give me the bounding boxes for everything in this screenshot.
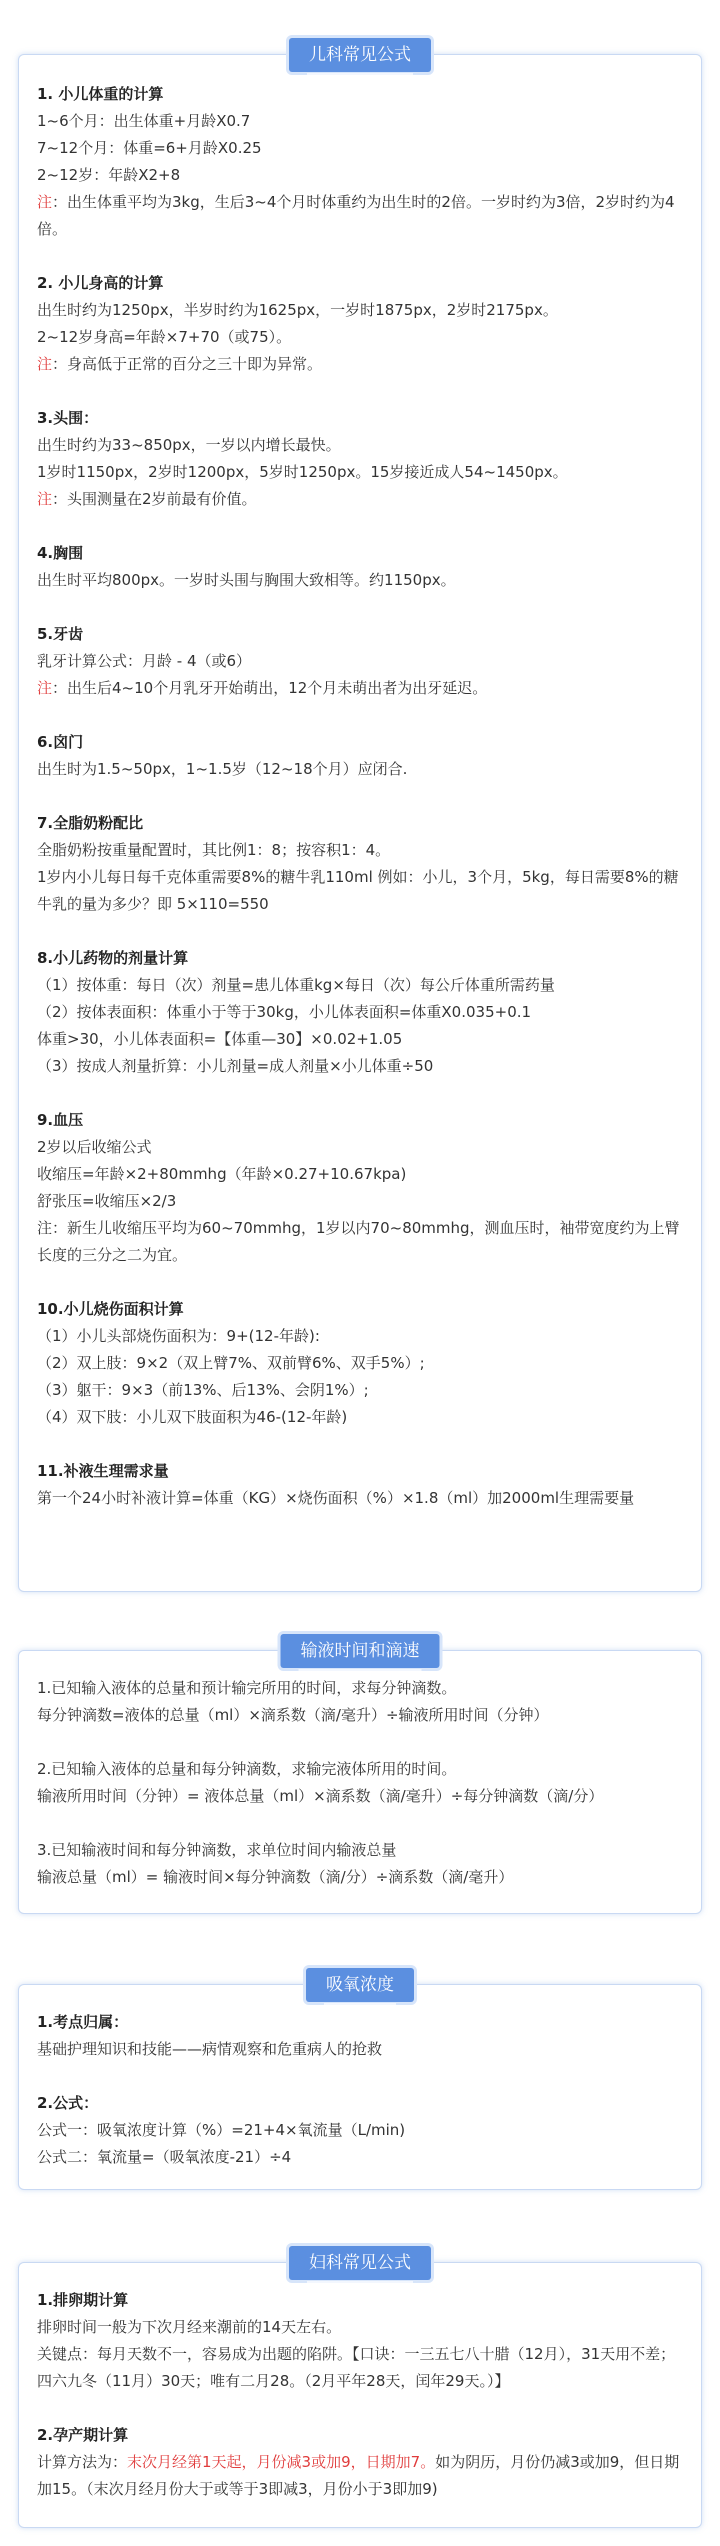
teeth-block: [37, 621, 683, 702]
drug-dose-line-3: 体重>30，小儿体表面积=【体重—30】×0.02+1.05: [37, 1030, 403, 1048]
weight-line-3: 2~12岁：年龄X2+8: [37, 166, 181, 184]
note-label: 注: [37, 355, 53, 373]
weight-block: [37, 81, 683, 243]
milk-powder-block: [37, 810, 683, 918]
due-date-line: [37, 2449, 683, 2503]
burn-area-line-3: （3）躯干：9×3（前13%、后13%、会阴1%）;: [37, 1381, 369, 1399]
infusion-question-1: 1.已知输入液体的总量和预计输完所用的时间，求每分钟滴数。: [37, 1679, 457, 1697]
note-label: 注: [37, 490, 53, 508]
drug-dose-line-2: （2）按体表面积：体重小于等于30kg，小儿体表面积=体重X0.035+0.1: [37, 1003, 532, 1021]
height-line-1: 出生时约为1250px，半岁时约为1625px，一岁时1875px，2岁时2175px。: [37, 301, 558, 319]
ovulation-heading: 1.排卵期计算: [37, 2291, 129, 2309]
blood-pressure-line-4: 注：新生儿收缩压平均为60~70mmhg，1岁以内70~80mmhg，测血压时，袖带宽度约为上臂长度的三分之二为宜。: [37, 1219, 680, 1264]
note-label: 注: [37, 193, 53, 211]
head-circ-line-2: 1岁时1150px，2岁时1200px，5岁时1250px。15岁接近成人54~1450px。: [37, 463, 568, 481]
section-title-gynecology: 妇科常见公式: [289, 2246, 431, 2280]
oxygen-line-1: 基础护理知识和技能——病情观察和危重病人的抢救: [37, 2040, 383, 2058]
oxygen-heading-2: 2.公式：: [37, 2094, 99, 2112]
note-text: ：身高低于正常的百分之三十即为异常。: [52, 355, 323, 373]
note-text: ：头围测量在2岁前最有价值。: [52, 490, 257, 508]
milk-powder-heading: 7.全脂奶粉配比: [37, 814, 144, 832]
head-circ-block: [37, 405, 683, 513]
blood-pressure-line-2: 收缩压=年龄×2+80mmhg（年龄×0.27+10.67kpa): [37, 1165, 407, 1183]
burn-area-block: [37, 1296, 683, 1431]
ovulation-line-2: 关键点：每月天数不一，容易成为出题的陷阱。【口诀：一三五七八十腊（12月），31天用不差；四六九冬（11月）30天；唯有二月28。（2月平年28天，闰年29天。）】: [37, 2345, 676, 2390]
note-text: ：出生后4~10个月乳牙开始萌出，12个月未萌出者为出牙延迟。: [52, 679, 488, 697]
blood-pressure-line-1: 2岁以后收缩公式: [37, 1138, 152, 1156]
teeth-note: [37, 675, 683, 702]
weight-line-2: 7~12个月：体重=6+月龄X0.25: [37, 139, 262, 157]
oxygen-formula-2: 公式二：氧流量=（吸氧浓度-21）÷4: [37, 2148, 292, 2166]
card-gynecology: [18, 2253, 702, 2528]
ovulation-line-1: 排卵时间一般为下次月经来潮前的14天左右。: [37, 2318, 342, 2336]
infusion-formula-3: 输液总量（ml）= 输液时间×每分钟滴数（滴/分）÷滴系数（滴/毫升）: [37, 1868, 514, 1886]
weight-line-1: 1~6个月：出生体重+月龄X0.7: [37, 112, 251, 130]
blood-pressure-block: [37, 1107, 683, 1269]
blood-pressure-heading: 9.血压: [37, 1111, 84, 1129]
fluid-need-line-1: 第一个24小时补液计算=体重（KG）×烧伤面积（%）×1.8（ml）加2000ml生理需要量: [37, 1489, 635, 1507]
drug-dose-block: [37, 945, 683, 1080]
burn-area-line-2: （2）双上肢：9×2（双上臂7%、双前臂6%、双手5%）;: [37, 1354, 425, 1372]
due-date-lunar: 如为阴历，月份仍减3或加9，但日期加15。（末次月经月份大于或等于3即减3，月份小于3即加9): [37, 2453, 680, 2498]
burn-area-line-1: （1）小儿头部烧伤面积为：9+(12-年龄):: [37, 1327, 320, 1345]
teeth-heading: 5.牙齿: [37, 625, 84, 643]
fontanelle-heading: 6.囟门: [37, 733, 84, 751]
blood-pressure-line-3: 舒张压=收缩压×2/3: [37, 1192, 177, 1210]
weight-heading: 1. 小儿体重的计算: [37, 85, 164, 103]
fontanelle-block: [37, 729, 683, 783]
due-date-rule: 末次月经第1天起，月份减3或加9，日期加7。: [127, 2453, 436, 2471]
note-label: 注: [37, 679, 53, 697]
height-heading: 2. 小儿身高的计算: [37, 274, 164, 292]
section-title-oxygen: 吸氧浓度: [306, 1968, 414, 2002]
infusion-question-2: 2.已知输入液体的总量和每分钟滴数，求输完液体所用的时间。: [37, 1760, 457, 1778]
head-circ-note: [37, 486, 683, 513]
oxygen-formula-1: 公式一：吸氧浓度计算（%）=21+4×氧流量（L/min): [37, 2121, 406, 2139]
card-infusion: [18, 1641, 702, 1914]
height-block: [37, 270, 683, 378]
head-circ-heading: 3.头围：: [37, 409, 99, 427]
weight-note: [37, 189, 683, 243]
milk-powder-line-2: 1岁内小儿每日每千克体重需要8%的糖牛乳110ml 例如：小儿，3个月，5kg，每日需要8%的糖牛乳的量为多少？即 5×110=550: [37, 868, 679, 913]
height-line-2: 2~12岁身高=年龄×7+70（或75）。: [37, 328, 292, 346]
oxygen-heading-1: 1.考点归属：: [37, 2013, 129, 2031]
chest-circ-heading: 4.胸围: [37, 544, 84, 562]
infusion-question-3: 3.已知输液时间和每分钟滴数，求单位时间内输液总量: [37, 1841, 397, 1859]
fontanelle-line-1: 出生时为1.5~50px，1~1.5岁（12~18个月）应闭合.: [37, 760, 408, 778]
fluid-need-heading: 11.补液生理需求量: [37, 1462, 169, 1480]
teeth-line-1: 乳牙计算公式：月龄 - 4（或6）: [37, 652, 252, 670]
chest-circ-block: [37, 540, 683, 594]
milk-powder-line-1: 全脂奶粉按重量配置时，其比例1：8；按容积1：4。: [37, 841, 391, 859]
card-pediatric-formulas: [18, 45, 702, 1592]
drug-dose-heading: 8.小儿药物的剂量计算: [37, 949, 189, 967]
drug-dose-line-1: （1）按体重：每日（次）剂量=患儿体重kg×每日（次）每公斤体重所需药量: [37, 976, 555, 994]
infusion-formula-1: 每分钟滴数=液体的总量（ml）×滴系数（滴/毫升）÷输液所用时间（分钟）: [37, 1706, 549, 1724]
card-oxygen: [18, 1975, 702, 2190]
burn-area-line-4: （4）双下肢：小儿双下肢面积为46-(12-年龄): [37, 1408, 348, 1426]
height-note: [37, 351, 683, 378]
head-circ-line-1: 出生时约为33~850px，一岁以内增长最快。: [37, 436, 341, 454]
drug-dose-line-4: （3）按成人剂量折算：小儿剂量=成人剂量×小儿体重÷50: [37, 1057, 434, 1075]
chest-circ-line-1: 出生时平均800px。一岁时头围与胸围大致相等。约1150px。: [37, 571, 456, 589]
section-title-pediatric: 儿科常见公式: [289, 38, 431, 72]
due-date-heading: 2.孕产期计算: [37, 2426, 129, 2444]
infusion-formula-2: 输液所用时间（分钟）= 液体总量（ml）×滴系数（滴/毫升）÷每分钟滴数（滴/分）: [37, 1787, 604, 1805]
section-title-infusion: 输液时间和滴速: [281, 1634, 440, 1668]
fluid-need-block: [37, 1458, 683, 1512]
note-text: ：出生体重平均为3kg，生后3~4个月时体重约为出生时的2倍。一岁时约为3倍，2岁时约为4倍。: [37, 193, 675, 238]
due-date-prefix: 计算方法为：: [37, 2453, 128, 2471]
burn-area-heading: 10.小儿烧伤面积计算: [37, 1300, 184, 1318]
